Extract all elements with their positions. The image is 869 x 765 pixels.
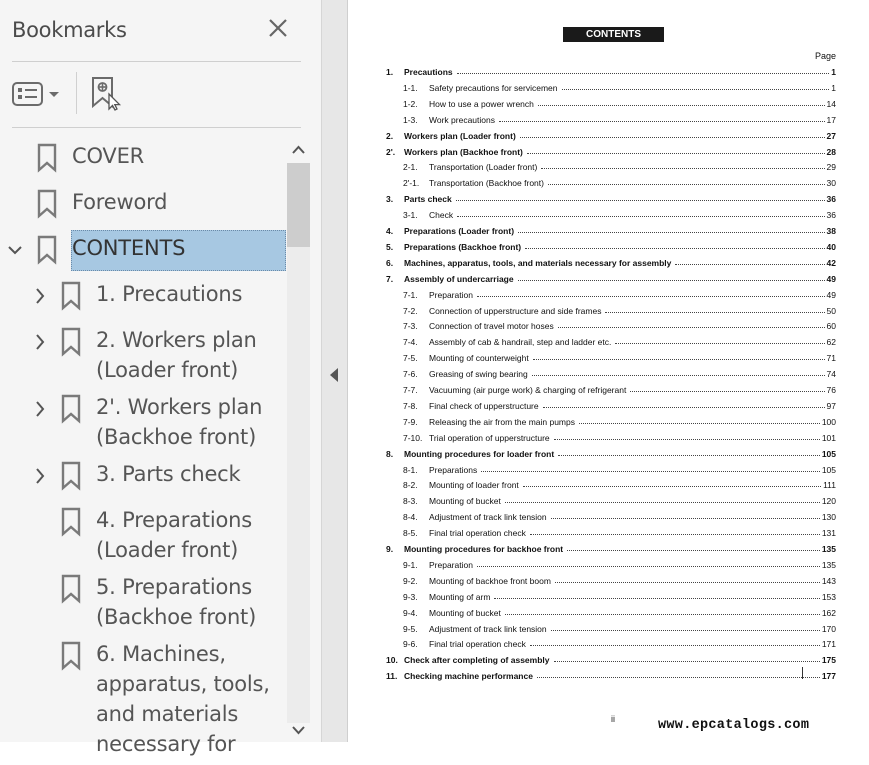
toc-leader-dots — [541, 168, 825, 169]
toc-section-row[interactable] — [386, 416, 836, 428]
chevron-down-icon — [287, 718, 310, 742]
bookmarks-panel — [0, 0, 322, 756]
toc-section-row[interactable] — [386, 305, 836, 317]
toc-section-row[interactable] — [386, 638, 836, 650]
toc-leader-dots — [457, 216, 825, 217]
toc-page-number: 135 — [821, 560, 836, 570]
watermark: www.epcatalogs.com — [658, 718, 810, 733]
toc-number: 7-1. — [403, 290, 418, 300]
toc-number: 8-3. — [403, 496, 418, 506]
toc-page-number: 40 — [826, 242, 836, 252]
toc-section-row[interactable] — [386, 527, 836, 539]
toc-title: Mounting procedures for backhoe front — [404, 544, 564, 554]
toc-page-number: 135 — [821, 544, 836, 554]
toc-title: Greasing of swing bearing — [429, 369, 528, 379]
bookmark-item[interactable] — [0, 325, 286, 391]
bookmark-label — [96, 325, 257, 385]
toc-leader-dots — [558, 455, 820, 456]
toc-chapter-row[interactable] — [386, 146, 836, 158]
toc-page-number: 36 — [826, 210, 836, 220]
toc-leader-dots — [675, 264, 825, 265]
bookmark-label-line: 3. Parts check — [96, 462, 241, 486]
toc-number: 2. — [386, 131, 394, 141]
toc-section-row[interactable] — [386, 161, 836, 173]
toc-number: 10. — [386, 655, 398, 665]
toc-title: Assembly of undercarriage — [404, 274, 514, 284]
toc-number: 3-1. — [403, 210, 418, 220]
panel-title: Bookmarks — [12, 18, 127, 42]
toc-number: 9-3. — [403, 592, 418, 602]
toc-number: 8-5. — [403, 528, 418, 538]
toc-page-number: 17 — [826, 115, 836, 125]
toc-chapter-row[interactable] — [386, 193, 836, 205]
toc-page-number: 177 — [821, 671, 836, 681]
toc-section-row[interactable] — [386, 400, 836, 412]
toc-section-row[interactable] — [386, 82, 836, 94]
bookmark-label — [96, 572, 256, 632]
toc-number: 9-5. — [403, 624, 418, 634]
toc-title: Assembly of cab & handrail, step and ladder etc. — [429, 337, 612, 347]
toc-number: 9-2. — [403, 576, 418, 586]
toc-title: Trial operation of upperstructure — [429, 433, 550, 443]
toc-title: Final trial operation check — [429, 528, 526, 538]
toc-leader-dots — [567, 550, 820, 551]
toc-leader-dots — [525, 248, 825, 249]
toc-title: Connection of travel motor hoses — [429, 321, 554, 331]
toc-page-number: 38 — [826, 226, 836, 236]
toc-page-number: 130 — [821, 512, 836, 522]
toc-section-row[interactable] — [386, 384, 836, 396]
toc-title: Adjustment of track link tension — [429, 624, 547, 634]
page-column-header: Page — [815, 51, 837, 61]
toc-leader-dots — [527, 153, 825, 154]
toc-section-row[interactable] — [386, 559, 836, 571]
toc-number: 7-6. — [403, 369, 418, 379]
toc-number: 7-2. — [403, 306, 418, 316]
bookmark-icon — [61, 282, 81, 310]
bookmark-label-line: (Loader front) — [96, 538, 239, 562]
toc-leader-dots — [530, 645, 820, 646]
toc-page-number: 30 — [826, 178, 836, 188]
toc-title: Mounting of loader front — [429, 480, 519, 490]
triangle-left-icon — [328, 362, 342, 388]
toc-leader-dots — [477, 566, 820, 567]
toc-number: 3. — [386, 194, 394, 204]
toc-page-number: 76 — [826, 385, 836, 395]
toc-leader-dots — [551, 518, 820, 519]
toc-chapter-row[interactable] — [386, 130, 836, 142]
toc-leader-dots — [551, 630, 820, 631]
bookmark-icon — [61, 462, 81, 490]
chevron-down-icon — [49, 92, 59, 97]
toc-title: Adjustment of track link tension — [429, 512, 547, 522]
bookmark-item[interactable] — [0, 141, 286, 177]
toc-title: Final check of upperstructure — [429, 401, 539, 411]
toc-section-row[interactable] — [386, 623, 836, 635]
bookmark-item[interactable] — [0, 639, 286, 765]
bookmark-label-line: 2'. Workers plan — [96, 395, 263, 419]
toc-number: 8-2. — [403, 480, 418, 490]
toc-leader-dots — [532, 375, 825, 376]
divider — [12, 61, 301, 62]
toc-chapter-row[interactable] — [386, 670, 836, 682]
toc-chapter-row[interactable] — [386, 654, 836, 666]
toc-leader-dots — [505, 502, 820, 503]
bookmark-label-line: Foreword — [72, 190, 168, 214]
toc-leader-dots — [530, 534, 820, 535]
close-icon — [264, 14, 292, 42]
toc-page-number: 1 — [831, 67, 836, 77]
toc-number: 1-2. — [403, 99, 418, 109]
toc-page-number: 101 — [821, 433, 836, 443]
contents-heading: CONTENTS — [563, 27, 664, 42]
toc-title: Releasing the air from the main pumps — [429, 417, 575, 427]
toc-number: 7. — [386, 274, 394, 284]
toc-page-number: 153 — [821, 592, 836, 602]
toc-chapter-row[interactable] — [386, 543, 836, 555]
toc-title: Final trial operation check — [429, 639, 526, 649]
toc-page-number: 120 — [821, 496, 836, 506]
toc-leader-dots — [548, 184, 825, 185]
toc-page-number: 36 — [826, 194, 836, 204]
bookmark-label-line: necessary for — [96, 732, 236, 756]
divider — [12, 127, 301, 128]
toc-leader-dots — [477, 296, 825, 297]
toc-section-row[interactable] — [386, 368, 836, 380]
toc-leader-dots — [562, 89, 829, 90]
bookmark-label-line: 5. Preparations — [96, 575, 252, 599]
toc-leader-dots — [481, 471, 820, 472]
bookmark-options-button[interactable] — [12, 80, 64, 108]
toc-title: Check — [429, 210, 454, 220]
toc-title: Transportation (Loader front) — [429, 162, 538, 172]
bookmark-label-line: CONTENTS — [72, 236, 186, 260]
bookmark-label-line: apparatus, tools, — [96, 672, 270, 696]
toc-section-row[interactable] — [386, 495, 836, 507]
toc-leader-dots — [554, 661, 820, 662]
toc-leader-dots — [605, 312, 825, 313]
toc-section-row[interactable] — [386, 114, 836, 126]
toc-chapter-row[interactable] — [386, 66, 836, 78]
bookmark-label-line: (Backhoe front) — [96, 425, 257, 449]
toc-number: 2'-1. — [403, 178, 420, 188]
collapse-panel-button[interactable] — [328, 362, 342, 388]
toc-title: Workers plan (Loader front) — [404, 131, 516, 141]
toc-page-number: 162 — [821, 608, 836, 618]
toc-section-row[interactable] — [386, 511, 836, 523]
toc-chapter-row[interactable] — [386, 273, 836, 285]
bookmark-icon — [37, 190, 57, 218]
toc-page-number: 170 — [821, 624, 836, 634]
toc-number: 9-4. — [403, 608, 418, 618]
toc-title: How to use a power wrench — [429, 99, 534, 109]
chevron-down-icon[interactable] — [6, 238, 24, 258]
toc-page-number: 29 — [826, 162, 836, 172]
chevron-right-icon[interactable] — [31, 397, 49, 417]
toc-number: 7-3. — [403, 321, 418, 331]
bookmark-label-line: (Backhoe front) — [96, 605, 257, 629]
toc-number: 6. — [386, 258, 394, 268]
bookmark-item[interactable] — [0, 572, 286, 638]
footer-page-number: ii — [611, 714, 615, 724]
bookmark-label-line: 6. Machines, — [96, 642, 226, 666]
bookmark-label — [72, 141, 144, 171]
text-cursor — [802, 667, 803, 679]
toc-number: 7-9. — [403, 417, 418, 427]
toc-page-number: 97 — [826, 401, 836, 411]
toc-leader-dots — [499, 121, 825, 122]
bookmark-label — [96, 639, 270, 759]
toc-chapter-row[interactable] — [386, 241, 836, 253]
bookmark-label-line: COVER — [72, 144, 145, 168]
toc-title: Check after completing of assembly — [404, 655, 550, 665]
toc-title: Mounting of bucket — [429, 608, 501, 618]
toc-page-number: 49 — [826, 290, 836, 300]
toc-title: Mounting of backhoe front boom — [429, 576, 551, 586]
toc-page-number: 49 — [826, 274, 836, 284]
toc-section-row[interactable] — [386, 98, 836, 110]
toc-leader-dots — [630, 391, 825, 392]
toc-title: Preparation — [429, 290, 473, 300]
toc-page-number: 1 — [831, 83, 836, 93]
bookmark-label-line: 1. Precautions — [96, 282, 243, 306]
toc-page-number: 14 — [826, 99, 836, 109]
toc-number: 2'. — [386, 147, 396, 157]
toc-chapter-row[interactable] — [386, 448, 836, 460]
toc-number: 9. — [386, 544, 394, 554]
toc-number: 1. — [386, 67, 394, 77]
bookmark-label-line: and materials — [96, 702, 239, 726]
toc-leader-dots — [543, 407, 825, 408]
list-options-icon — [12, 80, 64, 108]
toc-title: Preparation — [429, 560, 473, 570]
toc-leader-dots — [554, 439, 820, 440]
toc-title: Mounting procedures for loader front — [404, 449, 555, 459]
toc-leader-dots — [457, 73, 829, 74]
toc-title: Preparations (Backhoe front) — [404, 242, 522, 252]
toc-title: Workers plan (Backhoe front) — [404, 147, 523, 157]
toc-title: Preparations — [429, 465, 478, 475]
scroll-up-button[interactable] — [287, 137, 310, 163]
toc-title: Connection of upperstructure and side frames — [429, 306, 602, 316]
toc-leader-dots — [615, 343, 825, 344]
toc-section-row[interactable] — [386, 479, 836, 491]
toc-page-number: 60 — [826, 321, 836, 331]
toc-chapter-row[interactable] — [386, 225, 836, 237]
toc-leader-dots — [518, 232, 825, 233]
bookmark-tree — [0, 136, 286, 756]
bookmark-icon — [61, 508, 81, 536]
bookmark-item[interactable] — [0, 187, 286, 223]
bookmark-label — [96, 279, 242, 309]
toc-page-number: 28 — [826, 147, 836, 157]
toc-number: 8-4. — [403, 512, 418, 522]
toc-section-row[interactable] — [386, 432, 836, 444]
scrollbar-thumb[interactable] — [287, 163, 310, 247]
toc-number: 5. — [386, 242, 394, 252]
bookmark-icon — [37, 144, 57, 172]
toc-title: Safety precautions for servicemen — [429, 83, 558, 93]
bookmark-label-line: 4. Preparations — [96, 508, 252, 532]
add-bookmark-button[interactable] — [90, 76, 124, 110]
toc-page-number: 71 — [826, 353, 836, 363]
scrollbar-track[interactable] — [287, 163, 310, 723]
bookmark-icon — [61, 395, 81, 423]
toc-title: Precautions — [404, 67, 453, 77]
bookmark-label-line: (Loader front) — [96, 358, 239, 382]
toc-leader-dots — [456, 200, 825, 201]
toc-leader-dots — [520, 137, 825, 138]
bookmark-label — [96, 392, 262, 452]
toc-page-number: 111 — [823, 480, 836, 490]
toc-number: 7-8. — [403, 401, 418, 411]
toc-title: Mounting of arm — [429, 592, 491, 602]
chevron-right-icon[interactable] — [31, 464, 49, 484]
bookmark-icon — [61, 328, 81, 356]
toc-title: Work precautions — [429, 115, 495, 125]
toc-leader-dots — [533, 359, 825, 360]
chevron-up-icon — [287, 137, 310, 163]
toc-page-number: 171 — [821, 639, 836, 649]
toc-section-row[interactable] — [386, 177, 836, 189]
toc-title: Transportation (Backhoe front) — [429, 178, 544, 188]
toc-section-row[interactable] — [386, 209, 836, 221]
toc-page-number: 50 — [826, 306, 836, 316]
toc-section-row[interactable] — [386, 320, 836, 332]
toc-number: 7-4. — [403, 337, 418, 347]
toc-number: 9-6. — [403, 639, 418, 649]
toc-section-row[interactable] — [386, 464, 836, 476]
bookmark-label — [72, 187, 167, 217]
toc-title: Preparations (Loader front) — [404, 226, 515, 236]
toc-page-number: 100 — [821, 417, 836, 427]
toc-leader-dots — [494, 598, 820, 599]
toc-leader-dots — [523, 486, 821, 487]
toc-number: 8-1. — [403, 465, 418, 475]
toc-number: 9-1. — [403, 560, 418, 570]
toc-number: 4. — [386, 226, 394, 236]
toc-page-number: 27 — [826, 131, 836, 141]
toc-section-row[interactable] — [386, 591, 836, 603]
toc-leader-dots — [538, 105, 825, 106]
toc-page-number: 131 — [821, 528, 836, 538]
toc-leader-dots — [555, 582, 820, 583]
toc-leader-dots — [505, 614, 820, 615]
toc-title: Vacuuming (air purge work) & charging of refrigerant — [429, 385, 627, 395]
chevron-right-icon[interactable] — [31, 284, 49, 304]
toc-number: 2-1. — [403, 162, 418, 172]
bookmark-icon — [61, 575, 81, 603]
bookmark-item[interactable] — [0, 459, 286, 495]
bookmark-item[interactable] — [0, 233, 286, 269]
toc-leader-dots — [558, 327, 825, 328]
toc-leader-dots — [518, 280, 825, 281]
toc-number: 7-7. — [403, 385, 418, 395]
toc-title: Machines, apparatus, tools, and materials necessary for assembly — [404, 258, 672, 268]
toc-number: 7-10. — [403, 433, 423, 443]
toc-number: 8. — [386, 449, 394, 459]
bookmark-item[interactable] — [0, 392, 286, 458]
toc-title: Parts check — [404, 194, 452, 204]
toc-leader-dots — [537, 677, 820, 678]
toc-page-number: 74 — [826, 369, 836, 379]
bookmark-icon — [37, 236, 57, 264]
bookmark-icon — [61, 642, 81, 670]
bookmark-item[interactable] — [0, 505, 286, 571]
toc-chapter-row[interactable] — [386, 257, 836, 269]
toc-page-number: 62 — [826, 337, 836, 347]
chevron-right-icon[interactable] — [31, 330, 49, 350]
bookmark-label — [72, 233, 185, 263]
toc-number: 1-3. — [403, 115, 418, 125]
toc-title: Mounting of bucket — [429, 496, 501, 506]
toc-section-row[interactable] — [386, 289, 836, 301]
scroll-down-button[interactable] — [287, 718, 310, 742]
toc-title: Mounting of counterweight — [429, 353, 529, 363]
toc-page-number: 143 — [821, 576, 836, 586]
toc-number: 11. — [386, 671, 398, 681]
toc-number: 7-5. — [403, 353, 418, 363]
toc-page-number: 105 — [821, 449, 836, 459]
toolbar-separator — [76, 72, 77, 114]
toc-title: Checking machine performance — [404, 671, 533, 681]
toc-page-number: 105 — [821, 465, 836, 475]
toc-section-row[interactable] — [386, 575, 836, 587]
bookmark-item[interactable] — [0, 279, 286, 315]
bookmark-label-line: 2. Workers plan — [96, 328, 257, 352]
bookmark-label — [96, 505, 252, 565]
bookmark-label — [96, 459, 240, 489]
toc-section-row[interactable] — [386, 352, 836, 364]
toc-page-number: 175 — [821, 655, 836, 665]
add-bookmark-icon — [90, 76, 124, 110]
close-panel-button[interactable] — [264, 14, 292, 42]
toc-section-row[interactable] — [386, 607, 836, 619]
toc-number: 1-1. — [403, 83, 418, 93]
toc-section-row[interactable] — [386, 336, 836, 348]
toc-page-number: 42 — [826, 258, 836, 268]
toc-leader-dots — [579, 423, 820, 424]
